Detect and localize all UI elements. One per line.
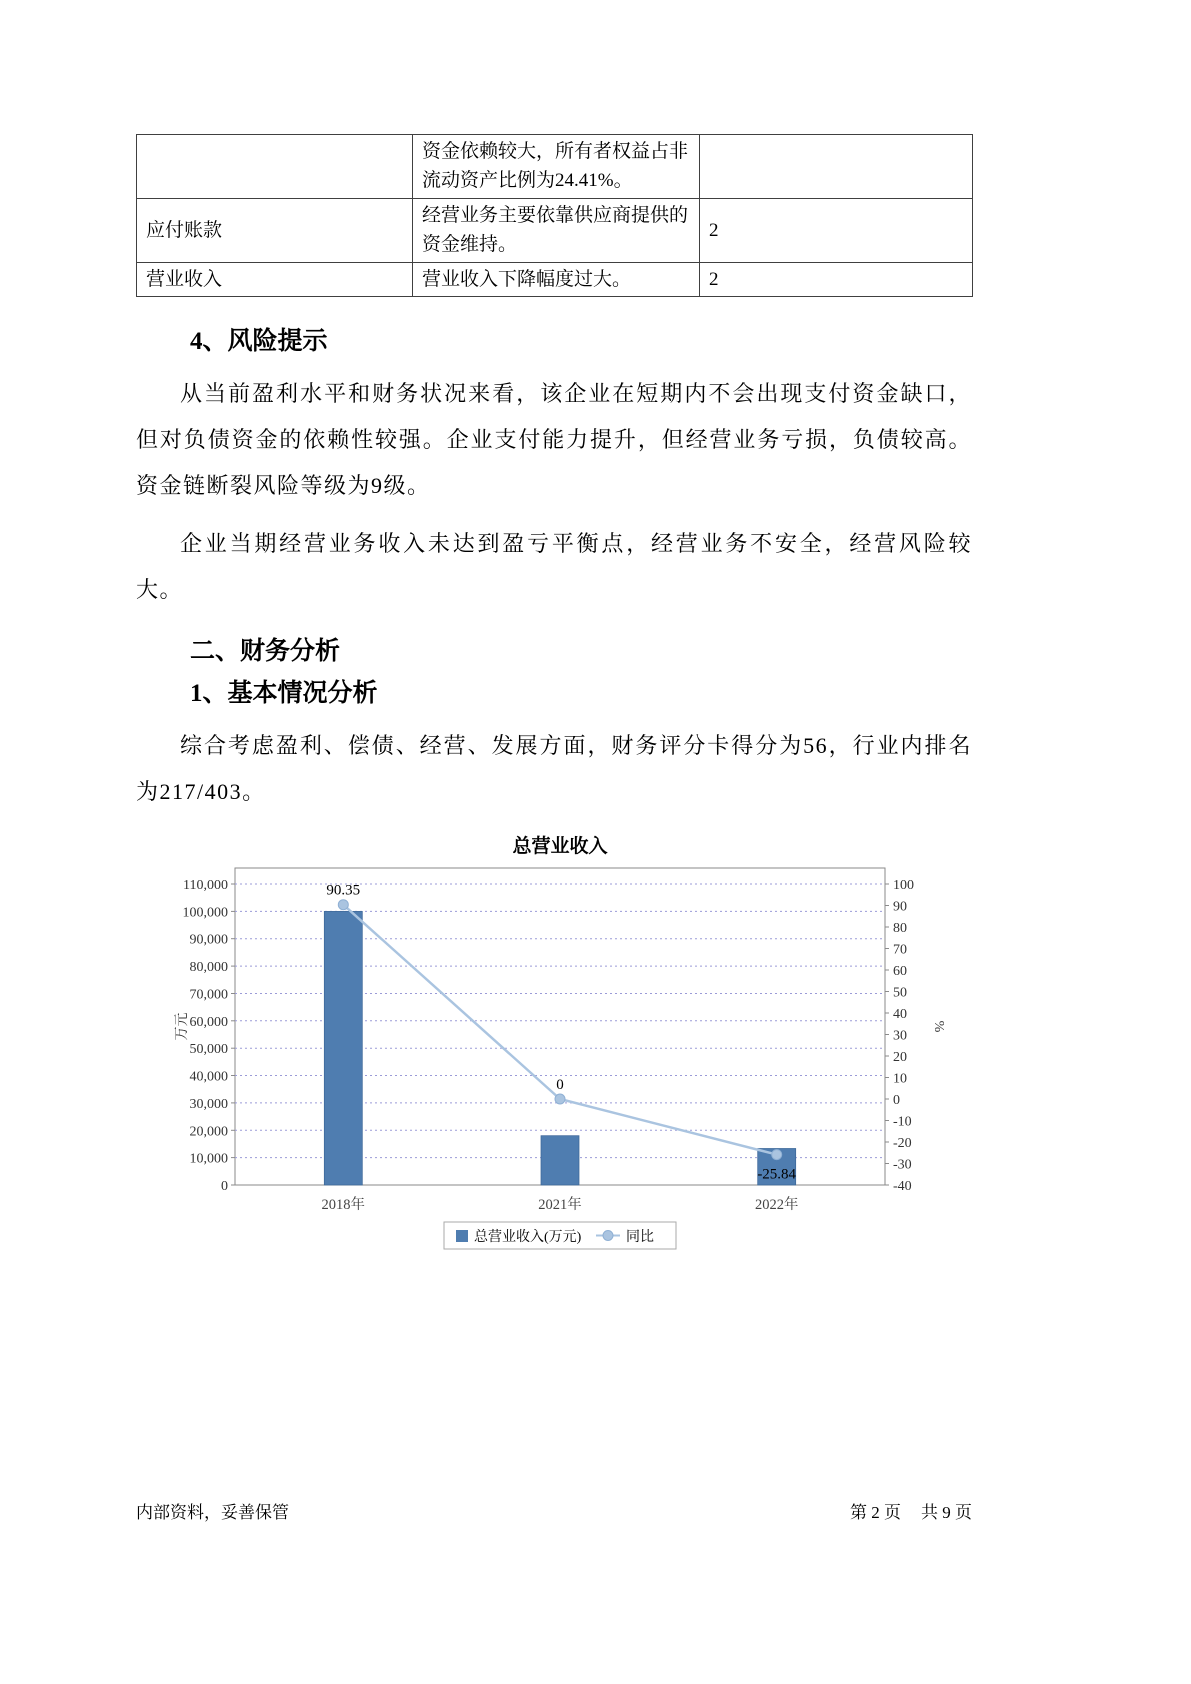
- svg-text:60: 60: [893, 964, 907, 979]
- legend-bar-label: 总营业收入(万元): [474, 1230, 582, 1245]
- svg-text:2018年: 2018年: [321, 1197, 366, 1213]
- svg-text:80,000: 80,000: [189, 960, 228, 976]
- svg-text:100,000: 100,000: [182, 905, 228, 921]
- table-cell-desc: 资金依赖较大，所有者权益占非流动资产比例为24.41%。: [413, 135, 700, 199]
- svg-text:100: 100: [893, 878, 914, 893]
- svg-text:70,000: 70,000: [189, 987, 228, 1003]
- table-cell-desc: 营业收入下降幅度过大。: [413, 262, 700, 296]
- svg-text:20: 20: [893, 1050, 907, 1065]
- svg-text:90,000: 90,000: [189, 932, 228, 948]
- chart-line: [343, 905, 776, 1155]
- svg-text:0: 0: [221, 1179, 228, 1194]
- table-row: [137, 135, 973, 199]
- svg-text:0: 0: [556, 1077, 564, 1093]
- finance-analysis-heading: 二、财务分析: [190, 638, 341, 666]
- svg-text:40: 40: [893, 1007, 907, 1022]
- footer-page-number: [850, 1498, 972, 1523]
- table-cell-item: 营业收入: [137, 262, 413, 296]
- svg-text:90.35: 90.35: [326, 882, 361, 899]
- left-axis-title: 万元: [175, 1012, 190, 1041]
- risk-paragraph-2: 企业当期经营业务收入未达到盈亏平衡点，经营业务不安全，经营风险较大。: [136, 531, 972, 603]
- chart-right-axis: [885, 878, 914, 1194]
- page-total-label: 共 9 页: [921, 1503, 972, 1522]
- chart-bar: [541, 1136, 579, 1185]
- svg-text:110,000: 110,000: [183, 878, 228, 893]
- chart-x-labels: [322, 1195, 799, 1213]
- svg-text:40,000: 40,000: [189, 1069, 228, 1085]
- risk-table: [136, 134, 973, 297]
- revenue-combo-chart: [165, 830, 975, 1260]
- legend-line-swatch: [603, 1231, 613, 1241]
- table-cell-score: 2: [700, 198, 973, 262]
- table-cell-score: 2: [700, 262, 973, 296]
- basic-analysis-paragraph: 综合考虑盈利、偿债、经营、发展方面，财务评分卡得分为56，行业内排名为217/403。: [136, 733, 972, 805]
- svg-text:-20: -20: [893, 1136, 912, 1151]
- basic-analysis-heading: 1、基本情况分析: [190, 680, 378, 708]
- svg-text:10,000: 10,000: [189, 1151, 228, 1167]
- svg-text:0: 0: [893, 1093, 900, 1108]
- svg-text:50,000: 50,000: [189, 1042, 228, 1058]
- risk-heading: 4、风险提示: [190, 328, 328, 356]
- svg-text:50: 50: [893, 985, 907, 1001]
- table-row: [137, 262, 973, 296]
- risk-paragraph-1: 从当前盈利水平和财务状况来看，该企业在短期内不会出现支付资金缺口，但对负债资金的依赖性较强。企业支付能力提升，但经营业务亏损，负债较高。资金链断裂风险等级为9级。: [136, 381, 972, 499]
- svg-text:80: 80: [893, 921, 907, 936]
- svg-text:10: 10: [893, 1071, 907, 1087]
- table-cell-item: 应付账款: [137, 198, 413, 262]
- svg-text:-10: -10: [893, 1114, 912, 1130]
- svg-text:-25.84: -25.84: [757, 1166, 797, 1183]
- svg-text:20,000: 20,000: [189, 1124, 228, 1140]
- chart-legend: [444, 1222, 676, 1249]
- svg-text:70: 70: [893, 942, 907, 958]
- chart-bar: [324, 911, 362, 1185]
- svg-text:90: 90: [893, 899, 907, 915]
- svg-text:-40: -40: [893, 1179, 912, 1194]
- svg-text:2021年: 2021年: [538, 1197, 582, 1213]
- table-cell-score: [700, 135, 973, 199]
- right-axis-title: %: [931, 1020, 946, 1033]
- page-content: [136, 134, 972, 815]
- page-current-label: 第 2 页: [850, 1503, 901, 1522]
- svg-text:2022年: 2022年: [754, 1197, 799, 1213]
- table-cell-desc: 经营业务主要依靠供应商提供的资金维持。: [413, 198, 700, 262]
- svg-text:-30: -30: [893, 1157, 912, 1173]
- chart-left-axis: [183, 878, 236, 1194]
- table-row: [137, 198, 973, 262]
- svg-text:60,000: 60,000: [189, 1014, 228, 1030]
- legend-bar-swatch: [456, 1230, 468, 1242]
- legend-line-label: 同比: [626, 1230, 654, 1245]
- chart-title: 总营业收入: [512, 836, 608, 857]
- svg-text:30: 30: [893, 1028, 907, 1044]
- table-cell-item: [137, 135, 413, 199]
- footer-confidential-note: 内部资料，妥善保管: [136, 1503, 289, 1522]
- svg-text:30,000: 30,000: [189, 1096, 228, 1112]
